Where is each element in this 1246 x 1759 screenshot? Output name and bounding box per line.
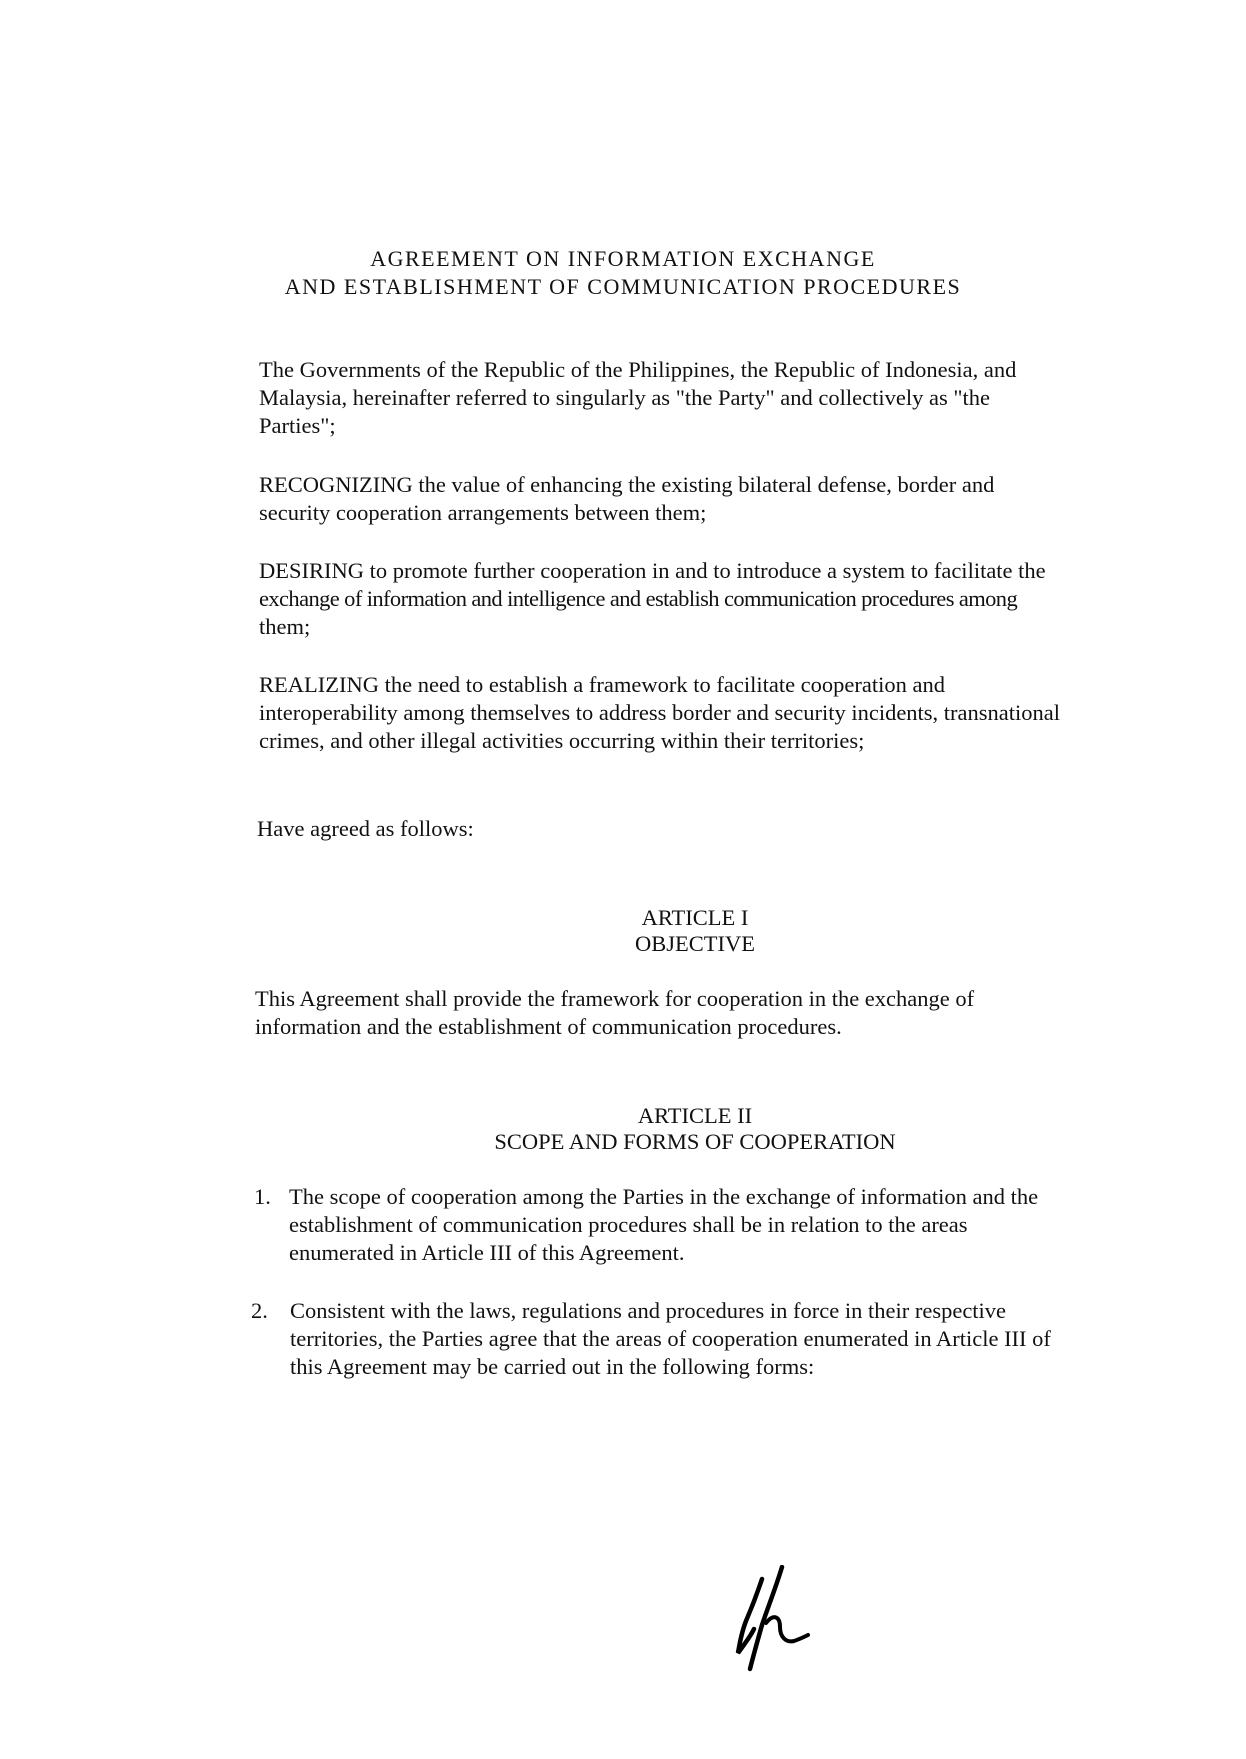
article-2-item-1-line-1: The scope of cooperation among the Parties in the exchange of information and the	[289, 1184, 1039, 1209]
article-2-subheading: SCOPE AND FORMS OF COOPERATION	[494, 1129, 896, 1154]
article-2-item-1-number: 1.	[254, 1184, 271, 1209]
preamble-1-line-1: The Governments of the Republic of the Philippines, the Republic of Indonesia, and	[259, 357, 1017, 382]
document-title-line-2: AND ESTABLISHMENT OF COMMUNICATION PROCEDURES	[284, 274, 962, 299]
realizing-line-3: crimes, and other illegal activities occurring within their territories;	[259, 728, 865, 753]
article-2-item-1-line-3: enumerated in Article III of this Agreement.	[289, 1240, 685, 1265]
article-2-item-2-line-1: Consistent with the laws, regulations and procedures in force in their respective	[290, 1298, 1007, 1323]
recognizing-line-1: RECOGNIZING the value of enhancing the existing bilateral defense, border and	[259, 472, 995, 497]
signature-initials	[728, 1565, 828, 1675]
realizing-line-2: interoperability among themselves to address border and security incidents, transnational	[259, 700, 1061, 725]
signature-stroke-3	[766, 1617, 808, 1641]
agreed-statement: Have agreed as follows:	[257, 816, 474, 841]
realizing-line-1: REALIZING the need to establish a framework to facilitate cooperation and	[259, 672, 945, 697]
article-1-line-1: This Agreement shall provide the framework for cooperation in the exchange of	[255, 986, 975, 1011]
article-1-line-2: information and the establishment of communication procedures.	[255, 1014, 842, 1039]
article-2-item-2-line-2: territories, the Parties agree that the areas of cooperation enumerated in Article III of	[290, 1326, 1051, 1351]
preamble-1-line-3: Parties";	[259, 413, 336, 438]
recognizing-line-2: security cooperation arrangements between them;	[259, 500, 707, 525]
desiring-line-2: exchange of information and intelligence and establish communication procedures among	[259, 586, 1018, 611]
desiring-line-1: DESIRING to promote further cooperation in and to introduce a system to facilitate the	[259, 558, 1046, 583]
preamble-1-line-2: Malaysia, hereinafter referred to singularly as "the Party" and collectively as "the	[259, 385, 991, 410]
article-1-heading: ARTICLE I	[641, 905, 749, 930]
article-2-item-1-line-2: establishment of communication procedures shall be in relation to the areas	[289, 1212, 968, 1237]
article-2-heading: ARTICLE II	[637, 1103, 753, 1128]
article-1-subheading: OBJECTIVE	[635, 931, 755, 956]
desiring-line-3: them;	[259, 614, 311, 639]
document-title-line-1: AGREEMENT ON INFORMATION EXCHANGE	[370, 246, 876, 271]
article-2-item-2-line-3: this Agreement may be carried out in the following forms:	[290, 1354, 815, 1379]
article-2-item-2-number: 2.	[251, 1298, 268, 1323]
